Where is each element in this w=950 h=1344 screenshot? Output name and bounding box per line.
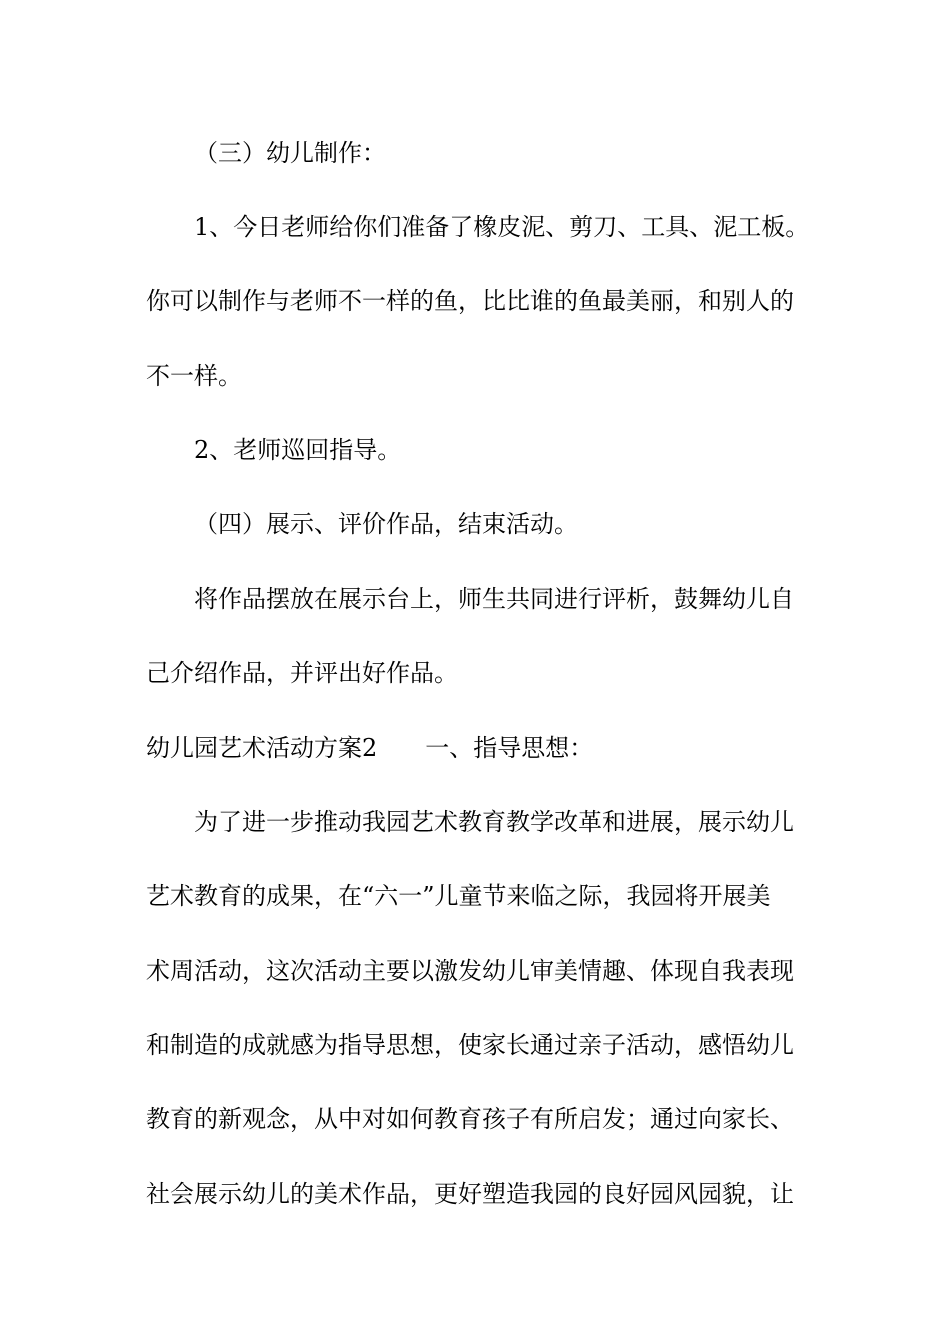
section-subheading: 一、指导思想： xyxy=(425,734,594,762)
paragraph-line: 术周活动，这次活动主要以激发幼儿审美情趣、体现自我表现 xyxy=(146,957,794,985)
paragraph-heading-4: （四）展示、评价作品，结束活动。 xyxy=(194,510,578,538)
paragraph-line: 1、今日老师给你们准备了橡皮泥、剪刀、工具、泥工板。 xyxy=(194,213,810,241)
section-title-line xyxy=(146,732,836,764)
section-title: 幼儿园艺术活动方案2 xyxy=(146,734,378,762)
paragraph-line: 己介绍作品，并评出好作品。 xyxy=(146,659,458,687)
paragraph-line: 不一样。 xyxy=(146,362,242,390)
paragraph-line: 和制造的成就感为指导思想，使家长通过亲子活动，感悟幼儿 xyxy=(146,1031,794,1059)
paragraph-line: 艺术教育的成果，在“六一”儿童节来临之际，我园将开展美 xyxy=(146,882,771,910)
paragraph-line: 社会展示幼儿的美术作品，更好塑造我园的良好园风园貌，让 xyxy=(146,1180,794,1208)
paragraph-line: 为了进一步推动我园艺术教育教学改革和进展，展示幼儿 xyxy=(194,808,794,836)
paragraph-line: 教育的新观念，从中对如何教育孩子有所启发；通过向家长、 xyxy=(146,1105,794,1133)
paragraph-line: 你可以制作与老师不一样的鱼，比比谁的鱼最美丽，和别人的 xyxy=(146,287,794,315)
paragraph-line: 2、老师巡回指导。 xyxy=(194,436,402,464)
paragraph-heading-3: （三）幼儿制作： xyxy=(194,139,386,167)
paragraph-line: 将作品摆放在展示台上，师生共同进行评析，鼓舞幼儿自 xyxy=(194,585,794,613)
